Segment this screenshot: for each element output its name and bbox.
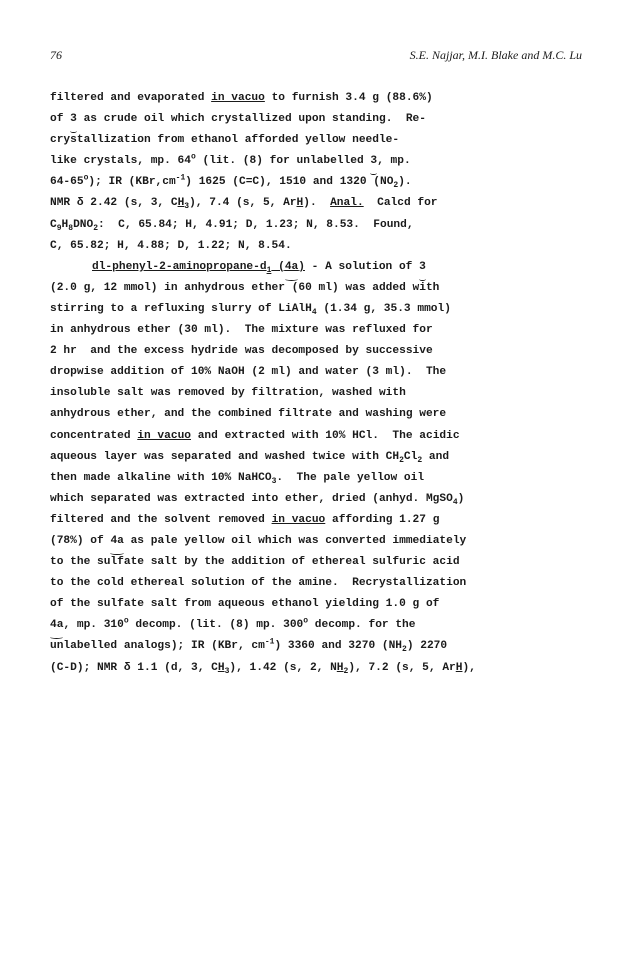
- compound-label: 4a: [285, 257, 298, 278]
- compound-label: 3: [419, 257, 426, 278]
- text-line: to the cold ethereal solution of the amine. Recrystallization: [50, 577, 467, 590]
- text-line: dropwise addition of 10% NaOH (2 ml) and water (3 ml). The: [50, 366, 447, 379]
- text-line: $C_9H_8DNO_2$: C, 65.84; H, 4.91; D, 1.23; N, 8.53. Found,: [50, 218, 414, 233]
- text-line: of the sulfate salt from aqueous ethanol yielding 1.0 g of: [50, 598, 440, 611]
- text-line: C, 65.82; H, 4.88; D, 1.22; N, 8.54.: [50, 239, 292, 252]
- text-line: crystallization from ethanol afforded yellow needle-: [50, 134, 400, 147]
- text-line: of 3 as crude oil which crystallized upon standing. Re-: [50, 109, 590, 130]
- text-line: to the sulfate salt by the addition of ethereal sulfuric acid: [50, 556, 460, 569]
- text-line: aqueous layer was separated and washed twice with $CH_2Cl_2$ and: [50, 450, 450, 465]
- text-line: like crystals, mp. 64$^o$ (lit. (8) for unlabelled 3, mp.: [50, 151, 590, 172]
- body-text: [50, 88, 590, 679]
- compound-label: 4a: [50, 615, 63, 636]
- text-line: filtered and evaporated in vacuo to furnish 3.4 g (88.6%): [50, 92, 433, 104]
- text-line: which separated was extracted into ether, dried (anhyd. MgSO$_4$): [50, 492, 465, 508]
- text-line: then made alkaline with 10% NaHCO$_3$. The pale yellow oil: [50, 471, 425, 486]
- compound-label: 3: [370, 151, 377, 172]
- text-line: 64-65$^o$); IR $(KBr,cm^{-1})$ 1625 (C=C), 1510 and 1320 $(NO_2)$.: [50, 173, 412, 191]
- text-line: (2.0 g, 12 mmol) in anhydrous ether (60 ml) was added with: [50, 281, 440, 294]
- text-line: stirring to a refluxing slurry of LiAlH$_4$ (1.34 g, 35.3 mmol): [50, 302, 451, 318]
- text-line: 4a, mp. 310$^o$ decomp. (lit. (8) mp. 300$^o$ decomp. for the: [50, 615, 590, 636]
- text-line: unlabelled analogs); IR (KBr, $cm^{-1}$) 3360 and 3270 $(NH_2)$ 2270: [50, 637, 448, 655]
- text-line: $dl-phenyl-2-aminopropane-d_1$ (4a) - A solution of 3: [50, 257, 590, 278]
- text-line: NMR δ 2.42 (s, 3, $CH_3$), 7.4 (s, 5, ArH). Anal. Calcd for: [50, 197, 438, 212]
- compound-label: 4a: [110, 531, 123, 552]
- compound-label: 3: [70, 109, 77, 130]
- section-heading: dl-phenyl-2-aminopropane-d: [92, 260, 267, 273]
- page-number: 76: [50, 48, 62, 62]
- text-line: 2 hr and the excess hydride was decomposed by successive: [50, 345, 433, 358]
- text-line: insoluble salt was removed by filtration, washed with: [50, 387, 406, 400]
- page-header: [50, 48, 582, 68]
- text-line: (C-D); NMR δ 1.1 (d, 3, $CH_3$), 1.42 (s, 2, $NH_2$), 7.2 (s, 5, ArH),: [50, 661, 476, 676]
- text-line: concentrated in vacuo and extracted with 10% HCl. The acidic: [50, 429, 460, 442]
- text-line: (78%) of 4a as pale yellow oil which was converted immediately: [50, 531, 590, 552]
- text-line: anhydrous ether, and the combined filtrate and washing were: [50, 408, 447, 421]
- text-line: filtered and the solvent removed in vacuo affording 1.27 g: [50, 513, 440, 526]
- text-line: in anhydrous ether (30 ml). The mixture was refluxed for: [50, 324, 433, 337]
- running-head-authors: S.E. Najjar, M.I. Blake and M.C. Lu: [409, 48, 582, 62]
